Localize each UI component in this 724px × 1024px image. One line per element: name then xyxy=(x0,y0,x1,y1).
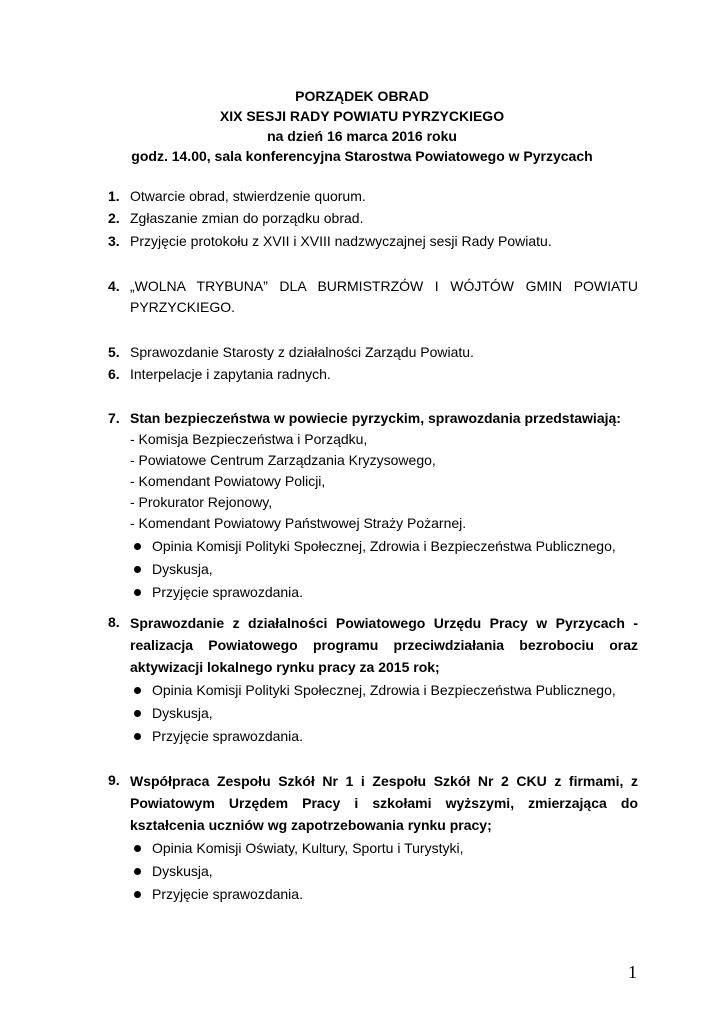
bullet-text: Opinia Komisji Polityki Społecznej, Zdrowia i Bezpieczeństwa Publicznego, xyxy=(152,538,616,554)
presenter-line: - Komendant Powiatowy Policji, xyxy=(130,473,326,489)
item-text: Przyjęcie protokołu z XVII i XVIII nadzwyczajnej sesji Rady Powiatu. xyxy=(130,233,552,249)
item-number: 3. xyxy=(108,233,120,249)
item-number: 1. xyxy=(108,188,120,204)
bullet-text: Opinia Komisji Polityki Społecznej, Zdrowia i Bezpieczeństwa Publicznego, xyxy=(152,682,616,698)
presenter-line: - Komendant Powiatowy Państwowej Straży Pożarnej. xyxy=(130,515,467,531)
agenda-item-8 xyxy=(108,612,638,747)
agenda-item-7 xyxy=(108,408,638,603)
bullet-text: Dyskusja, xyxy=(152,705,213,721)
bullet-item xyxy=(130,581,638,603)
bullet-icon xyxy=(134,891,141,898)
bullet-text: Opinia Komisji Oświaty, Kultury, Sportu i Turystyki, xyxy=(152,840,464,856)
agenda-header xyxy=(0,86,724,166)
bullet-icon xyxy=(134,733,141,740)
item-text: Sprawozdanie Starosty z działalności Zarządu Powiatu. xyxy=(130,344,474,360)
bullet-icon xyxy=(134,687,141,694)
bullet-text: Przyjęcie sprawozdania. xyxy=(152,886,303,902)
item-text: Otwarcie obrad, stwierdzenie quorum. xyxy=(130,188,366,204)
agenda-item-5 xyxy=(108,342,638,363)
agenda-item-3 xyxy=(108,231,638,252)
bullet-item xyxy=(130,860,638,882)
agenda-item-6 xyxy=(108,364,638,385)
agenda-item-2 xyxy=(108,208,638,229)
agenda-item-4 xyxy=(108,276,638,318)
bullet-icon xyxy=(134,543,141,550)
bullet-item xyxy=(130,725,638,747)
bullet-text: Dyskusja, xyxy=(152,863,213,879)
header-time-place: godz. 14.00, sala konferencyjna Starostwa Powiatowego w Pyrzycach xyxy=(131,148,593,164)
bullet-icon xyxy=(134,845,141,852)
presenter-line: - Prokurator Rejonowy, xyxy=(130,494,273,510)
bullet-item xyxy=(130,558,638,580)
item-number: 9. xyxy=(108,772,120,788)
item-number: 5. xyxy=(108,344,120,360)
item-number: 2. xyxy=(108,210,120,226)
bullet-item xyxy=(130,837,638,859)
bullet-icon xyxy=(134,710,141,717)
item-number: 8. xyxy=(108,614,120,630)
presenter-line: - Komisja Bezpieczeństwa i Porządku, xyxy=(130,431,368,447)
bullet-text: Dyskusja, xyxy=(152,561,213,577)
bullet-item xyxy=(130,679,638,701)
header-session: XIX SESJI RADY POWIATU PYRZYCKIEGO xyxy=(219,108,505,124)
presenter-line: - Powiatowe Centrum Zarządzania Kryzysowego, xyxy=(130,452,436,468)
item-text: Sprawozdanie z działalności Powiatowego Urzędu Pracy w Pyrzycach - realizacja Powiatowego programu przeciwdziałania bezrobociu oraz aktywizacji lokalnego rynku pracy za 2015 rok; xyxy=(130,615,638,675)
bullet-icon xyxy=(134,566,141,573)
bullet-text: Przyjęcie sprawozdania. xyxy=(152,584,303,600)
bullet-item xyxy=(130,535,638,557)
item-text: Współpraca Zespołu Szkół Nr 1 i Zespołu Szkół Nr 2 CKU z firmami, z Powiatowym Urzędem Pracy i szkołami wyższymi, zmierzająca do kształcenia uczniów wg zapotrzebowania rynku pracy; xyxy=(130,773,638,833)
agenda-item-1 xyxy=(108,186,638,207)
bullet-icon xyxy=(134,589,141,596)
agenda-item-9 xyxy=(108,770,638,905)
item-text: Interpelacje i zapytania radnych. xyxy=(130,366,331,382)
item-text: Stan bezpieczeństwa w powiecie pyrzyckim, sprawozdania przedstawiają: xyxy=(130,410,621,426)
page-number: 1 xyxy=(628,962,637,982)
item-number: 4. xyxy=(108,278,120,294)
item-number: 7. xyxy=(108,410,120,426)
item-text: Zgłaszanie zmian do porządku obrad. xyxy=(130,210,364,226)
bullet-item xyxy=(130,702,638,724)
item-number: 6. xyxy=(108,366,120,382)
bullet-item xyxy=(130,883,638,905)
bullet-text: Przyjęcie sprawozdania. xyxy=(152,728,303,744)
header-title: PORZĄDEK OBRAD xyxy=(295,88,429,104)
bullet-icon xyxy=(134,868,141,875)
header-date: na dzień 16 marca 2016 roku xyxy=(267,128,457,144)
item-text: „WOLNA TRYBUNA” DLA BURMISTRZÓW I WÓJTÓW GMIN POWIATU PYRZYCKIEGO. xyxy=(130,278,638,315)
